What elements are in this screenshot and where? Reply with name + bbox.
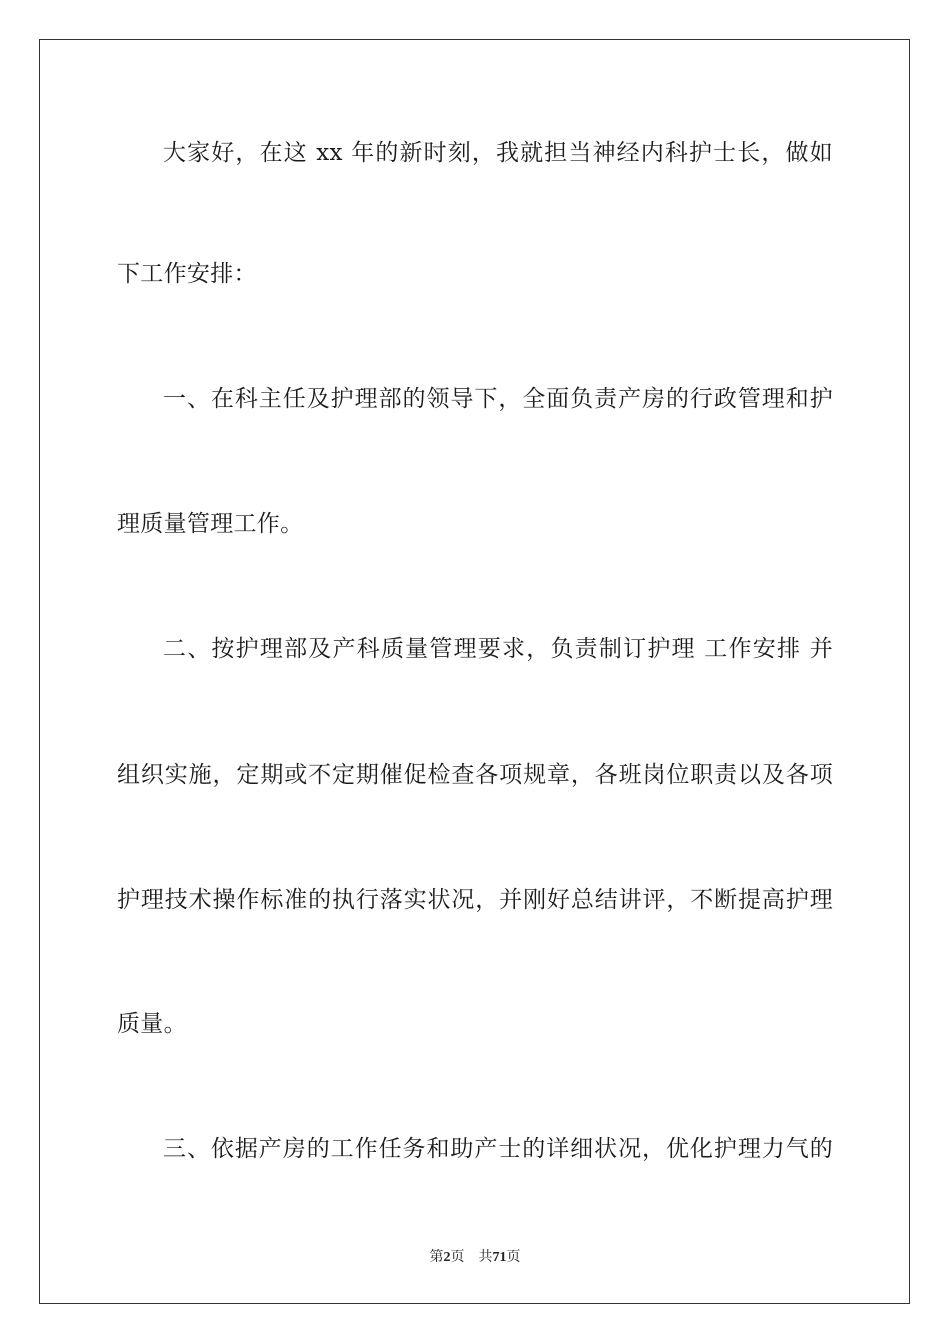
page-number: 2 <box>443 1250 451 1265</box>
page-prefix: 第 <box>429 1250 444 1265</box>
paragraph-line-1: 大家好，在这 xx 年的新时刻，我就担当神经内科护士长，做如 <box>163 140 833 166</box>
paragraph-line-9: 三、依据产房的工作任务和助产士的详细状况，优化护理力气的 <box>163 1136 833 1162</box>
paragraph-line-8: 质量。 <box>117 1011 187 1037</box>
paragraph-line-3: 一、在科主任及护理部的领导下，全面负责产房的行政管理和护 <box>163 386 833 412</box>
total-pages: 71 <box>492 1250 507 1265</box>
paragraph-line-4: 理质量管理工作。 <box>117 511 304 537</box>
page-frame <box>39 39 910 1304</box>
page-suffix: 页 <box>450 1250 465 1265</box>
paragraph-line-6: 组织实施，定期或不定期催促检查各项规章，各班岗位职责以及各项 <box>117 762 833 788</box>
paragraph-line-5: 二、按护理部及产科质量管理要求，负责制订护理 工作安排 并 <box>163 636 833 662</box>
total-prefix: 共 <box>478 1250 493 1265</box>
page-footer <box>0 1246 950 1266</box>
paragraph-line-7: 护理技术操作标准的执行落实状况，并刚好总结讲评，不断提高护理 <box>117 887 833 913</box>
total-suffix: 页 <box>506 1250 521 1265</box>
paragraph-line-2: 下工作安排： <box>117 261 257 287</box>
